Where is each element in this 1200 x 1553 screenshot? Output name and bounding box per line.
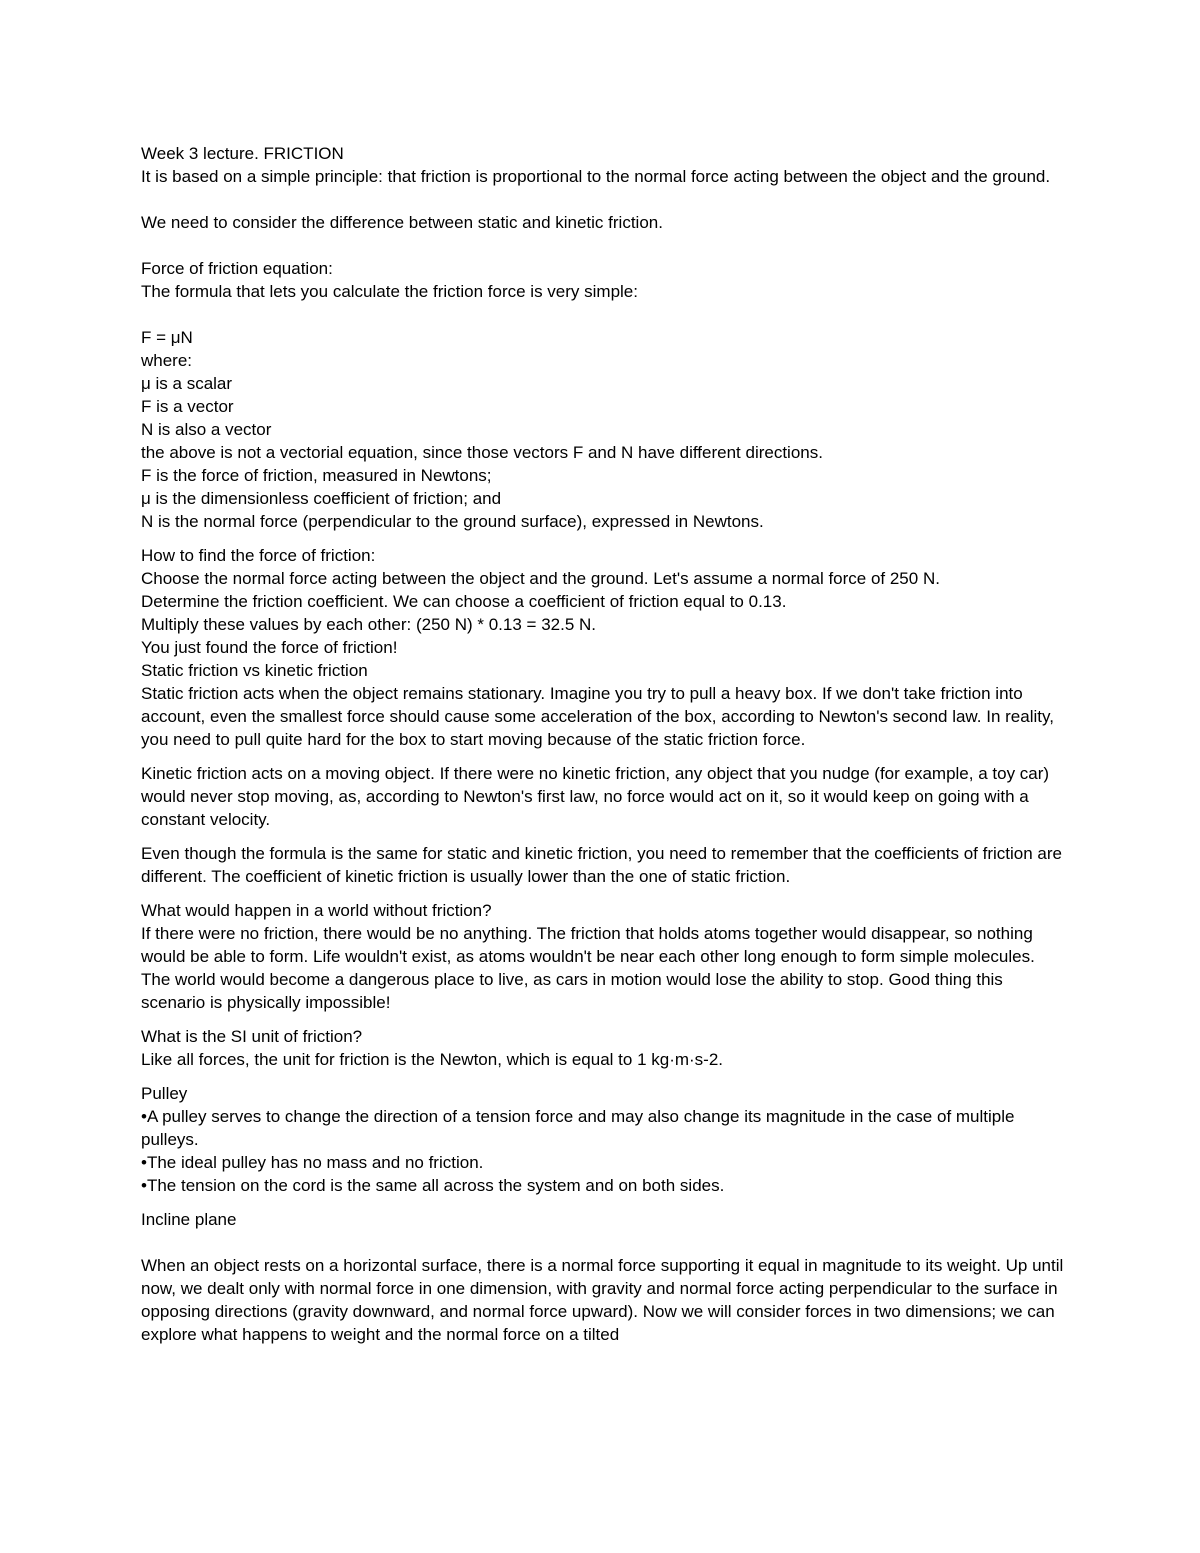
vector-note: the above is not a vectorial equation, since those vectors F and N have different directions. xyxy=(141,443,823,462)
mu-definition: μ is a scalar xyxy=(141,374,233,393)
formula-intro: The formula that lets you calculate the friction force is very simple: xyxy=(141,282,638,301)
kinetic-friction-paragraph: Kinetic friction acts on a moving object. If there were no kinetic friction, any object that you nudge (for example, a toy car) would never stop moving, as, according to Newton's first law, no force would act on it, so it would keep on going with a constant velocity. xyxy=(141,764,1050,829)
section-heading-how-to: How to find the force of friction: xyxy=(141,546,376,565)
step-multiply: Multiply these values by each other: (250 N) * 0.13 = 32.5 N. xyxy=(141,615,596,634)
pulley-bullet-1: •A pulley serves to change the direction of a tension force and may also change its magnitude in the case of multiple pulleys. xyxy=(141,1107,1015,1149)
mu-units: μ is the dimensionless coefficient of friction; and xyxy=(141,489,502,508)
section-heading-pulley: Pulley xyxy=(141,1084,188,1103)
section-heading-si-unit: What is the SI unit of friction? xyxy=(141,1027,363,1046)
lecture-title: Week 3 lecture. FRICTION xyxy=(141,144,344,163)
incline-paragraph: When an object rests on a horizontal surface, there is a normal force supporting it equal in magnitude to its weight. Up until now, we dealt only with normal force in one dimension, with gravity and normal force acting perpendicular to the surface in opposing directions (gravity downward, and normal force upward). Now we will consider forces in two dimensions; we can explore what happens to weight and the normal force on a tilted xyxy=(141,1256,1064,1344)
where-label: where: xyxy=(141,351,193,370)
static-friction-paragraph: Static friction acts when the object remains stationary. Imagine you try to pull a heavy box. If we don't take friction into account, even the smallest force should cause some acceleration of the box, according to Newton's second law. In reality, you need to pull quite hard for the box to start moving because of the static friction force. xyxy=(141,684,1054,749)
section-heading-incline: Incline plane xyxy=(141,1210,237,1229)
pulley-bullet-2: •The ideal pulley has no mass and no friction. xyxy=(141,1153,484,1172)
document-body xyxy=(141,142,1066,1346)
f-units: F is the force of friction, measured in Newtons; xyxy=(141,466,492,485)
step-normal-force: Choose the normal force acting between the object and the ground. Let's assume a normal force of 250 N. xyxy=(141,569,940,588)
coefficients-paragraph: Even though the formula is the same for static and kinetic friction, you need to remember that the coefficients of friction are different. The coefficient of kinetic friction is usually lower than the one of static friction. xyxy=(141,844,1062,886)
friction-formula: F = μN xyxy=(141,328,193,347)
section-heading-no-friction: What would happen in a world without friction? xyxy=(141,901,492,920)
static-kinetic-note: We need to consider the difference between static and kinetic friction. xyxy=(141,213,663,232)
si-unit-paragraph: Like all forces, the unit for friction is the Newton, which is equal to 1 kg·m·s-2. xyxy=(141,1050,724,1069)
step-result: You just found the force of friction! xyxy=(141,638,398,657)
f-definition: F is a vector xyxy=(141,397,234,416)
n-units: N is the normal force (perpendicular to the ground surface), expressed in Newtons. xyxy=(141,512,764,531)
section-heading-static-vs-kinetic: Static friction vs kinetic friction xyxy=(141,661,368,680)
pulley-bullet-3: •The tension on the cord is the same all across the system and on both sides. xyxy=(141,1176,725,1195)
step-coefficient: Determine the friction coefficient. We can choose a coefficient of friction equal to 0.13. xyxy=(141,592,787,611)
section-heading-equation: Force of friction equation: xyxy=(141,259,333,278)
no-friction-paragraph: If there were no friction, there would be no anything. The friction that holds atoms together would disappear, so nothing would be able to form. Life wouldn't exist, as atoms wouldn't be near each other long enough to form simple molecules. The world would become a dangerous place to live, as cars in motion would lose the ability to stop. Good thing this scenario is physically impossible! xyxy=(141,924,1035,1012)
n-definition: N is also a vector xyxy=(141,420,272,439)
intro-paragraph: It is based on a simple principle: that friction is proportional to the normal force acting between the object and the ground. xyxy=(141,167,1051,186)
